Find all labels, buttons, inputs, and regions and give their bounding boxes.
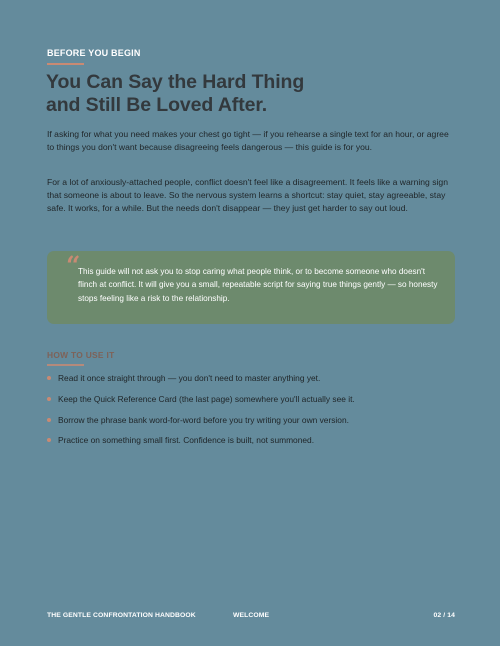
list-item: [47, 434, 467, 455]
section-heading-how-to-use: HOW TO USE IT: [47, 350, 115, 360]
bullet-dot-icon: [47, 438, 51, 442]
list-item: [47, 393, 467, 414]
list-item-text: Borrow the phrase bank word-for-word before you try writing your own version.: [58, 414, 349, 425]
intro-paragraph-2: For a lot of anxiously-attached people, conflict doesn't feel like a disagreement. It feels like a warning sign that someone is about to leave. So the nervous system learns a shortcut: stay quiet, stay agreeable, stay safe. It works, for a while. But the needs don't disappear — they just get harder to say out loud.: [47, 177, 448, 214]
intro-paragraph-1: If asking for what you need makes your chest go tight — if you rehearse a single text for an hour, or agree to things you don't want because disagreeing feels dangerous — this guide is for you.: [47, 129, 449, 153]
footer-page-number: 02 / 14: [433, 612, 455, 619]
title-line-1: You Can Say the Hard Thing: [46, 71, 305, 93]
callout-text: This guide will not ask you to stop caring what people think, or to become someone who doesn't flinch at conflict. It will give you a small, repeatable script for saying true things gently — so honesty stops feeling like a risk to the relationship.: [78, 267, 438, 303]
bullet-dot-icon: [47, 418, 51, 422]
eyebrow-underline: [47, 63, 84, 65]
quote-callout: [47, 251, 455, 324]
section-underline: [47, 364, 84, 366]
footer-book-title: THE GENTLE CONFRONTATION HANDBOOK: [47, 612, 196, 619]
list-item-text: Practice on something small first. Confidence is built, not summoned.: [58, 435, 315, 446]
list-item: [47, 372, 467, 393]
list-item-text: Keep the Quick Reference Card (the last page) somewhere you'll actually see it.: [58, 393, 355, 404]
bullet-dot-icon: [47, 376, 51, 380]
title-line-2: and Still Be Loved After.: [46, 94, 268, 116]
footer-section-label: WELCOME: [233, 612, 270, 619]
bullet-dot-icon: [47, 397, 51, 401]
eyebrow-label: BEFORE YOU BEGIN: [47, 48, 141, 58]
page-title: [46, 71, 466, 117]
quote-icon: “: [66, 251, 81, 280]
list-item-text: Read it once straight through — you don't need to master anything yet.: [58, 373, 321, 383]
list-item: [47, 414, 467, 435]
how-to-use-list: [47, 372, 467, 455]
